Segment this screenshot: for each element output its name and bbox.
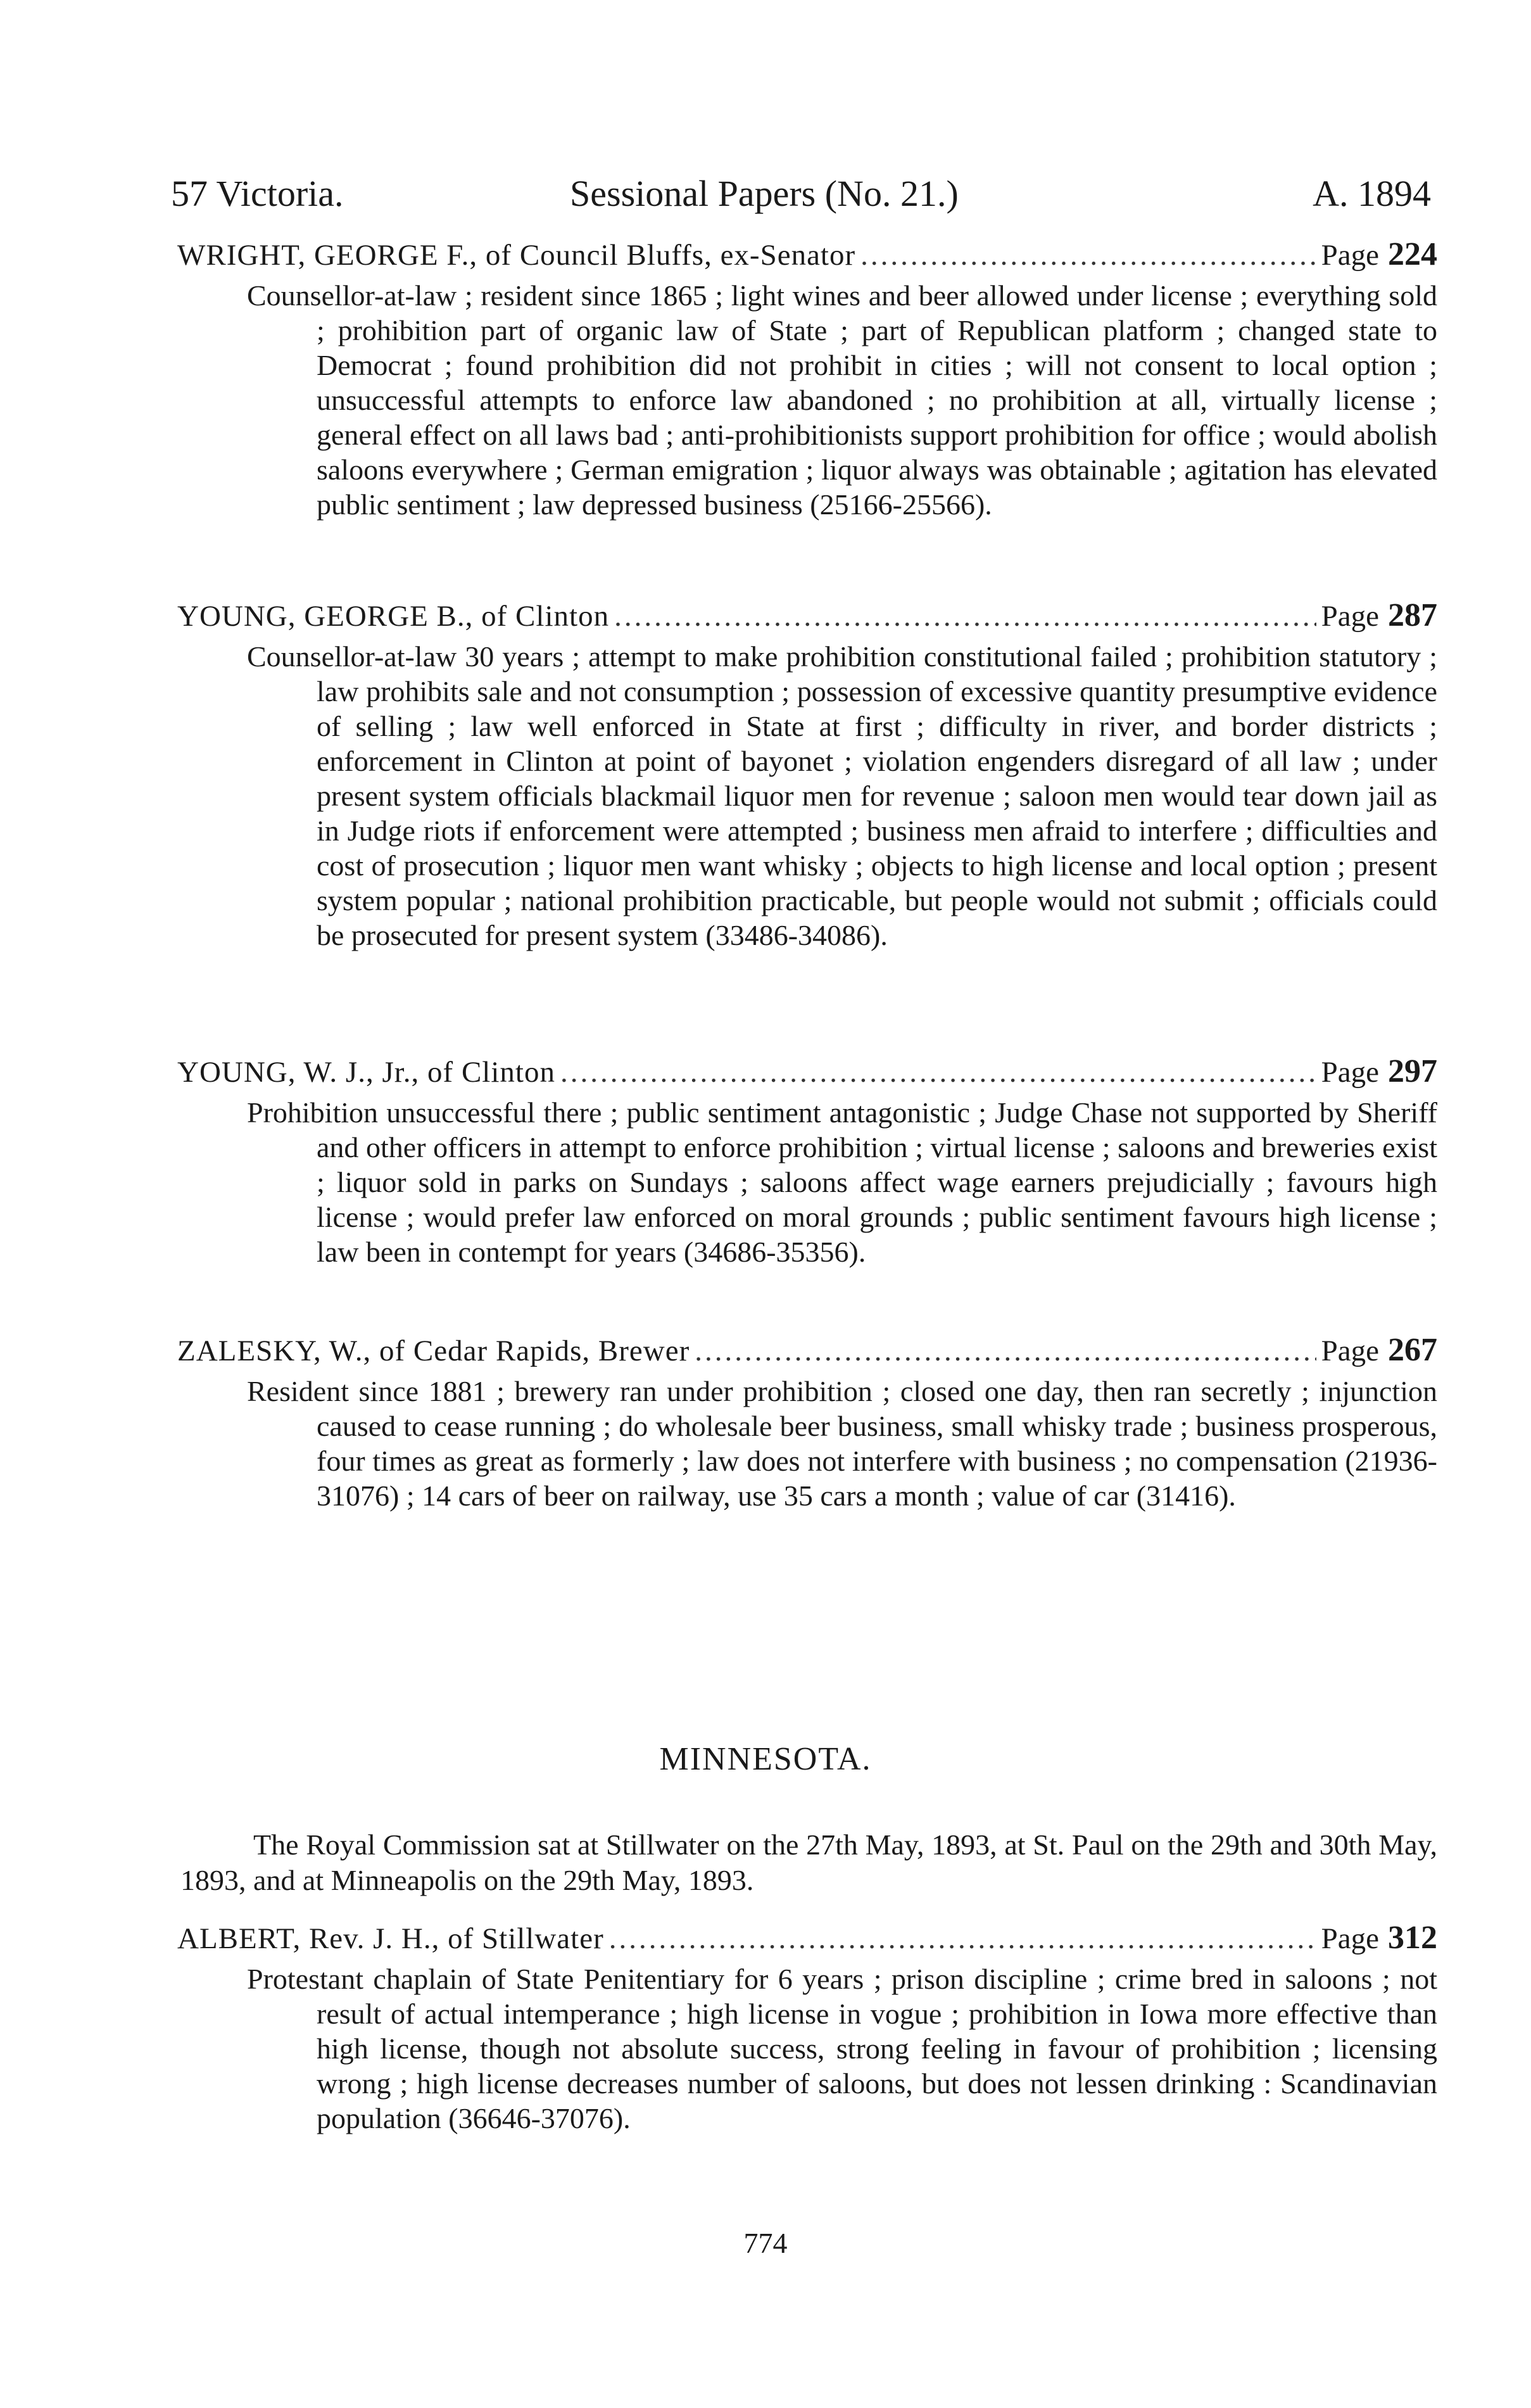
page-number: 312 [1388,1920,1437,1956]
running-head-left: 57 Victoria. [171,173,344,214]
entry-heading [177,1331,1437,1370]
entry-text: Counsellor-at-law ; resident since 1865 ; light wines and beer allowed under license ; everything sold ; prohibition part of organic law of State ; part of Republican platform ; changed state to Democrat ; found prohibition did not prohibit in cities ; will not consent to local option ; unsuccessful attempts to enforce law abandoned ; no prohibition at all, virtually license ; general effect on all laws bad ; anti-prohibitionists support prohibition for office ; would abolish saloons everywhere ; German emigration ; liquor always was obtainable ; agitation has elevated public sentiment ; law depressed business (25166-25566). [247,279,1437,521]
leader-dots [695,1332,1316,1370]
page-number: 287 [1388,597,1437,633]
entry-name: ALBERT, Rev. J. H., of Stillwater [177,1922,604,1955]
entry-text: Resident since 1881 ; brewery ran under prohibition ; closed one day, then ran secretly ; injunction caused to cease running ; do wholesale beer business, small whisky trade ; business prosperous, four times as great as formerly ; law does not interfere with business ; no compensation (21936-31076) ; 14 cars of beer on railway, use 35 cars a month ; value of car (31416). [247,1375,1437,1512]
index-entry [177,597,1437,953]
entry-heading [177,1919,1437,1958]
running-head [171,172,1431,217]
section-intro: The Royal Commission sat at Stillwater on the 27th May, 1893, at St. Paul on the 29th and 30th May, 1893, and at Minneapolis on the 29th May, 1893. [180,1828,1437,1896]
entry-name: WRIGHT, GEORGE F., of Council Bluffs, ex-Senator [177,239,856,272]
page-label: Page [1321,1056,1379,1089]
page-number: 297 [1388,1053,1437,1089]
running-head-right: A. 1894 [1313,173,1431,214]
entry-heading [177,236,1437,274]
entry-text: Protestant chaplain of State Penitentiary for 6 years ; prison discipline ; crime bred in saloons ; not result of actual intemperance ; high license in vogue ; prohibition in Iowa more effective than high license, though not absolute success, strong feeling in favour of prohibition ; licensing wrong ; high license decreases number of saloons, but does not lessen drinking : Scandinavian population (36646-37076). [247,1963,1437,2134]
leader-dots [609,1920,1316,1958]
leader-dots [560,1053,1316,1091]
entry-text: Counsellor-at-law 30 years ; attempt to make prohibition constitutional failed ; prohibition statutory ; law prohibits sale and not consumption ; possession of excessive quantity presumptive evidence of selling ; law well enforced in State at first ; difficulty in river, and border districts ; enforcement in Clinton at point of bayonet ; violation engenders disregard of all law ; under present system officials blackmail liquor men for revenue ; saloon men would tear down jail as in Judge riots if enforcement were attempted ; business men afraid to interfere ; difficulties and cost of prosecution ; liquor men want whisky ; objects to high license and local option ; present system popular ; national prohibition practicable, but people would not submit ; officials could be prosecuted for present system (33486-34086). [247,640,1437,951]
leader-dots [860,236,1316,274]
index-entry [177,1053,1437,1269]
page-label: Page [1321,239,1379,272]
entry-name: YOUNG, W. J., Jr., of Clinton [177,1056,555,1089]
entry-text: Prohibition unsuccessful there ; public sentiment antagonistic ; Judge Chase not supported by Sheriff and other officers in attempt to enforce prohibition ; virtual license ; saloons and breweries exist ; liquor sold in parks on Sundays ; saloons affect wage earners prejudicially ; favours high license ; would prefer law enforced on moral grounds ; public sentiment favours high license ; law been in contempt for years (34686-35356). [247,1096,1437,1268]
page-number: 224 [1388,236,1437,272]
entry-name: YOUNG, GEORGE B., of Clinton [177,600,610,633]
page-label: Page [1321,1922,1379,1955]
index-entry [177,1331,1437,1513]
page-label: Page [1321,600,1379,633]
running-head-center: Sessional Papers (No. 21.) [570,173,959,214]
page-label: Page [1321,1334,1379,1367]
index-entry [177,236,1437,522]
page-folio: 774 [743,2227,788,2259]
entry-heading [177,1053,1437,1091]
section-title: MINNESOTA. [659,1741,872,1777]
entry-heading [177,597,1437,635]
leader-dots [614,597,1316,635]
entry-name: ZALESKY, W., of Cedar Rapids, Brewer [177,1334,690,1367]
index-entry [177,1919,1437,2136]
page-number: 267 [1388,1332,1437,1368]
